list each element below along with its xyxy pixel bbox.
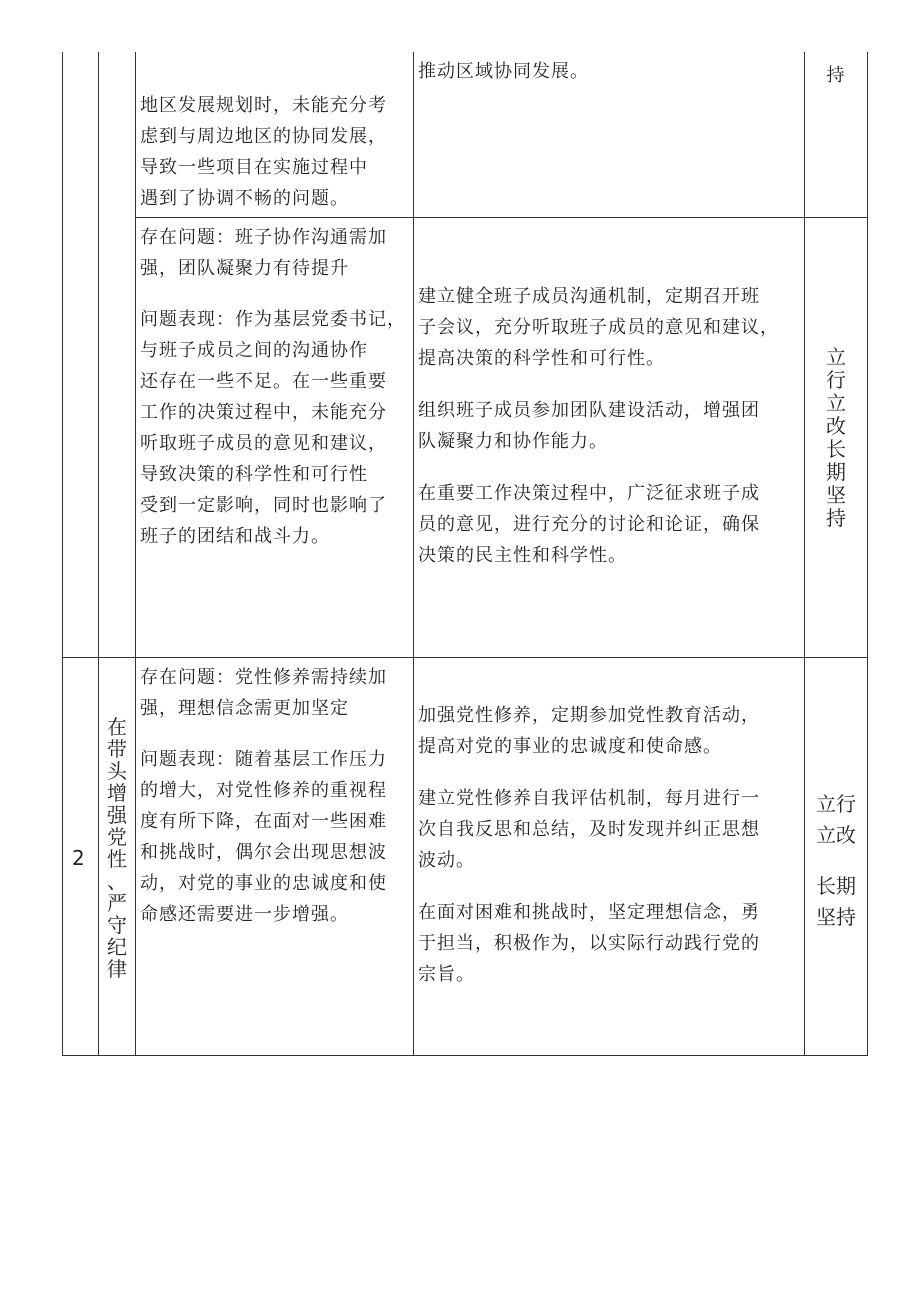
category-char: 强 — [107, 803, 127, 827]
deadline-line: 立行 — [816, 792, 856, 816]
deadline-line: 立改 — [816, 823, 856, 847]
category-char: 党 — [107, 825, 127, 849]
measure-line: 队凝聚力和协作能力。 — [418, 431, 608, 452]
table-border-bottom — [62, 1055, 868, 1056]
problem-detail-line: 问题表现：作为基层党委书记， — [140, 309, 406, 330]
measure-line: 在重要工作决策过程中，广泛征求班子成 — [418, 483, 760, 504]
category-char: 增 — [107, 781, 127, 805]
category-char: 守 — [107, 913, 127, 937]
problem-title-line: 强，团队凝聚力有待提升 — [140, 258, 349, 279]
measure-cell-team — [418, 281, 802, 571]
deadline-cell-team — [805, 346, 867, 530]
category-char: 头 — [107, 759, 127, 783]
row-number: 2 — [72, 846, 85, 870]
deadline-cell-regional — [805, 60, 867, 91]
measure-line: 建立党性修养自我评估机制，每月进行一 — [418, 788, 760, 809]
text-line: 导致一些项目在实施过程中 — [140, 157, 368, 178]
problem-detail-line: 工作的决策过程中，未能充分 — [140, 402, 387, 423]
deadline-char: 改 — [826, 414, 846, 438]
measure-line: 宗旨。 — [418, 964, 475, 985]
problem-detail-line: 班子的团结和战斗力。 — [140, 526, 330, 547]
text-line: 推动区域协同发展。 — [418, 61, 589, 82]
text-line: 遇到了协调不畅的问题。 — [140, 188, 349, 209]
deadline-char: 期 — [826, 460, 846, 484]
category-char: 性 — [107, 847, 127, 871]
table-row-divider-b — [62, 657, 868, 658]
deadline-line: 坚持 — [816, 905, 856, 929]
text-line: 地区发展规划时，未能充分考 — [140, 95, 387, 116]
problem-cell-team — [140, 222, 412, 552]
measure-line: 次自我反思和总结，及时发现并纠正思想 — [418, 819, 760, 840]
problem-cell-party — [140, 662, 412, 930]
category-char: 、 — [107, 869, 127, 893]
measure-line: 员的意见，进行充分的讨论和论证，确保 — [418, 514, 760, 535]
measure-line: 子会议，充分听取班子成员的意见和建议， — [418, 317, 779, 338]
deadline-text: 持 — [826, 65, 846, 86]
measure-line: 决策的民主性和科学性。 — [418, 545, 627, 566]
measure-cell-party — [418, 700, 802, 990]
text-line: 虑到与周边地区的协同发展， — [140, 126, 387, 147]
measure-line: 建立健全班子成员沟通机制，定期召开班 — [418, 286, 760, 307]
deadline-char: 长 — [826, 437, 846, 461]
problem-detail-line: 受到一定影响，同时也影响了 — [140, 495, 387, 516]
table-divider-col3 — [413, 52, 414, 1056]
problem-cell-regional — [140, 90, 412, 214]
problem-detail-line: 和挑战时，偶尔会出现思想波 — [140, 842, 387, 863]
problem-detail-line: 的增大，对党性修养的重视程 — [140, 780, 387, 801]
table-divider-col2 — [135, 52, 136, 1056]
deadline-line: 长期 — [816, 874, 856, 898]
measure-line: 加强党性修养，定期参加党性教育活动， — [418, 705, 760, 726]
deadline-char: 立 — [826, 391, 846, 415]
problem-detail-line: 导致决策的科学性和可行性 — [140, 464, 368, 485]
measure-line: 波动。 — [418, 850, 475, 871]
measure-cell-regional — [418, 56, 802, 87]
problem-detail-line: 听取班子成员的意见和建议， — [140, 433, 387, 454]
measure-line: 提高决策的科学性和可行性。 — [418, 348, 665, 369]
problem-detail-line: 问题表现：随着基层工作压力 — [140, 749, 387, 770]
category-char: 律 — [107, 957, 127, 981]
category-char: 带 — [107, 737, 127, 761]
deadline-char: 持 — [826, 506, 846, 530]
problem-detail-line: 还存在一些不足。在一些重要 — [140, 371, 387, 392]
deadline-char: 行 — [826, 368, 846, 392]
table-border-right — [867, 52, 868, 1056]
category-char: 在 — [107, 715, 127, 739]
table-border-left — [62, 52, 63, 1056]
problem-title-line: 存在问题：党性修养需持续加 — [140, 667, 387, 688]
measure-line: 在面对困难和挑战时，坚定理想信念，勇 — [418, 902, 760, 923]
measure-line: 于担当，积极作为，以实际行动践行党的 — [418, 933, 760, 954]
category-char: 纪 — [107, 935, 127, 959]
deadline-cell-party — [805, 789, 867, 933]
problem-title-line: 强，理想信念需更加坚定 — [140, 698, 349, 719]
category-cell — [99, 716, 135, 980]
problem-title-line: 存在问题：班子协作沟通需加 — [140, 227, 387, 248]
problem-detail-line: 动，对党的事业的忠诚度和使 — [140, 873, 387, 894]
problem-detail-line: 命感还需要进一步增强。 — [140, 904, 349, 925]
measure-line: 提高对党的事业的忠诚度和使命感。 — [418, 736, 722, 757]
deadline-char: 坚 — [826, 483, 846, 507]
problem-detail-line: 与班子成员之间的沟通协作 — [140, 340, 368, 361]
measure-line: 组织班子成员参加团队建设活动，增强团 — [418, 400, 760, 421]
category-char: 严 — [107, 891, 127, 915]
table-row-divider-a — [135, 217, 868, 218]
deadline-char: 立 — [826, 345, 846, 369]
problem-detail-line: 度有所下降，在面对一些困难 — [140, 811, 387, 832]
